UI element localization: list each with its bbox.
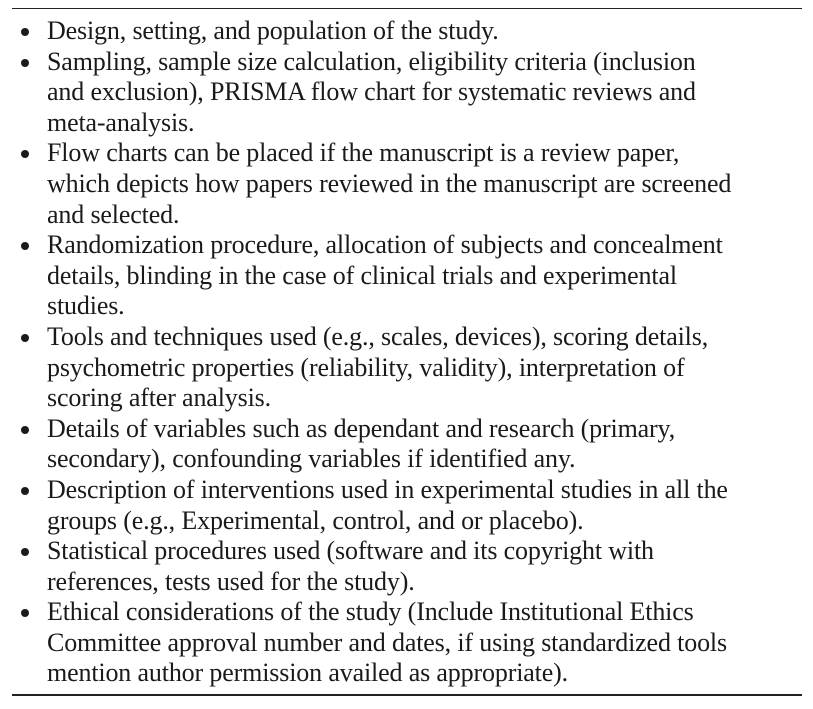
item-text-line: Tools and techniques used (e.g., scales, devices), scoring details, <box>47 321 709 351</box>
item-text-line: Description of interventions used in experimental studies in all the <box>47 474 728 504</box>
item-text-line: Design, setting, and population of the study. <box>47 16 499 45</box>
item-text-line: Ethical considerations of the study (Include Institutional Ethics <box>47 597 694 627</box>
item-text-line: scoring after analysis. <box>47 383 271 413</box>
bullet-list <box>0 16 800 689</box>
item-text-line: which depicts how papers reviewed in the manuscript are screened <box>47 168 732 198</box>
item-text-line: secondary), confounding variables if identified any. <box>47 444 576 474</box>
item-text-line: Statistical procedures used (software and its copyright with <box>47 536 654 566</box>
item-text-line: Committee approval number and dates, if using standardized tools <box>47 627 727 657</box>
top-rule <box>12 8 802 9</box>
bullet-icon <box>21 242 29 250</box>
item-text-line: details, blinding in the case of clinical trials and experimental <box>47 260 677 290</box>
list-item <box>0 138 800 230</box>
bullet-icon <box>21 426 29 434</box>
item-text-line: and exclusion), PRISMA flow chart for systematic reviews and <box>47 77 696 107</box>
item-text-line: references, tests used for the study). <box>47 566 415 596</box>
item-text-line: studies. <box>47 291 125 321</box>
item-text-line: groups (e.g., Experimental, control, and or placebo). <box>47 505 584 535</box>
bullet-icon <box>21 59 29 67</box>
list-item <box>0 597 800 689</box>
list-item <box>0 47 800 139</box>
item-text-line: Randomization procedure, allocation of subjects and concealment <box>47 230 723 260</box>
list-item <box>0 414 800 475</box>
list-item <box>0 230 800 322</box>
bullet-icon <box>21 548 29 556</box>
item-text-line: mention author permission availed as appropriate). <box>47 658 569 688</box>
list-item <box>0 536 800 597</box>
bullet-icon <box>21 150 29 158</box>
item-text-line: Details of variables such as dependant and research (primary, <box>47 413 676 443</box>
bullet-icon <box>21 334 29 342</box>
item-text-line: psychometric properties (reliability, validity), interpretation of <box>47 352 685 382</box>
list-item <box>0 322 800 414</box>
list-item <box>0 16 800 47</box>
item-text-line: and selected. <box>47 199 180 229</box>
bullet-icon <box>21 487 29 495</box>
item-text-line: Flow charts can be placed if the manuscript is a review paper, <box>47 138 680 168</box>
item-text-line: meta-analysis. <box>47 107 195 137</box>
bottom-rule <box>12 694 802 696</box>
item-text-line: Sampling, sample size calculation, eligibility criteria (inclusion <box>47 46 696 76</box>
bullet-icon <box>21 28 29 36</box>
bullet-icon <box>21 609 29 617</box>
list-item <box>0 475 800 536</box>
